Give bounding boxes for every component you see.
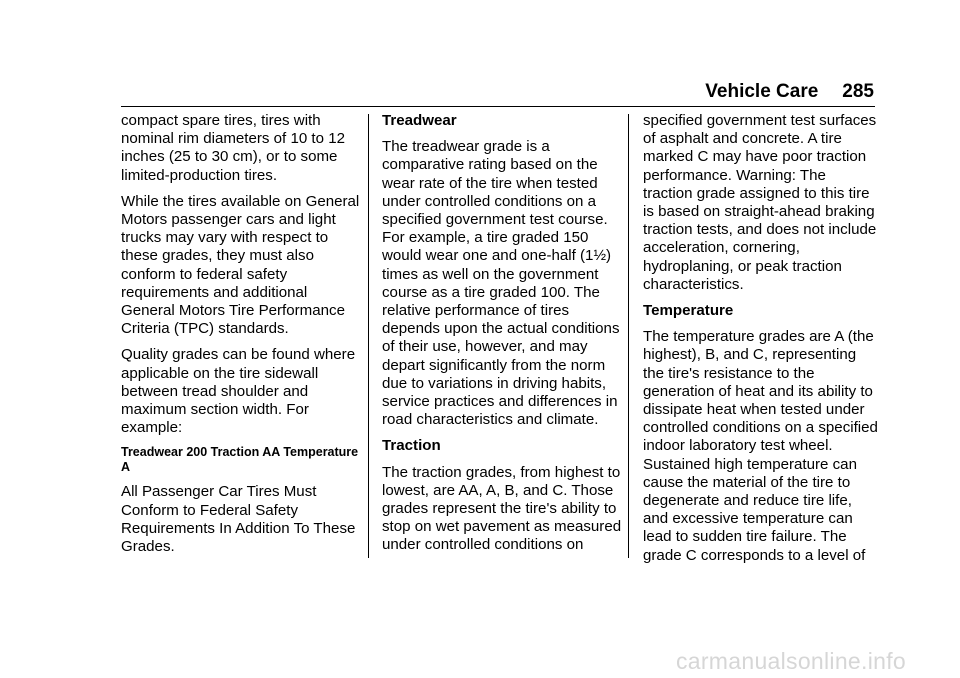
page-header xyxy=(0,80,874,104)
column-divider-2 xyxy=(628,114,629,558)
paragraph-federal-requirements: All Passenger Car Tires Must Conform to Federal Safety Requirements In Addition To These Grades. xyxy=(121,483,356,556)
paragraph-quality-grades: Quality grades can be found where applicable on the tire sidewall between tread shoulder and maximum section width. For example: xyxy=(121,346,356,437)
grade-example: Treadwear 200 Traction AA Temperature A xyxy=(121,445,359,475)
column-3 xyxy=(643,112,879,573)
paragraph-temperature: The temperature grades are A (the highest), B, and C, representing the tire's resistance to the generation of heat and its ability to dissipate heat when tested under controlled conditions on a specified indoor laboratory test wheel. Sustained high temperature can cause the material of the tire to degenerate and reduce tire life, and excessive temperature can lead to sudden tire failure. The grade C corresponds to a level of xyxy=(643,328,878,564)
paragraph-treadwear: The treadwear grade is a comparative rating based on the wear rate of the tire when tested under controlled conditions on a specified government test course. For example, a tire graded 150 would wear one and one-half (1½) times as well on the government course as a tire graded 100. The relative performance of tires depends upon the actual conditions of their use, however, and may depart significantly from the norm due to variations in driving habits, service practices and differences in road characteristics and climate. xyxy=(382,138,620,429)
column-divider-1 xyxy=(368,114,369,558)
paragraph-gm-tires: While the tires available on General Motors passenger cars and light trucks may vary with respect to these grades, they must also conform to federal safety requirements and additional General Motors Tire Performance Criteria (TPC) standards. xyxy=(121,192,360,338)
column-1 xyxy=(121,112,361,564)
paragraph-spare-tires: compact spare tires, tires with nominal rim diameters of 10 to 12 inches (25 to 30 cm), or to some limited-production tires. xyxy=(121,112,345,184)
section-title: Vehicle Care xyxy=(705,81,819,102)
page-number: 285 xyxy=(842,81,874,102)
heading-treadwear: Treadwear xyxy=(382,112,457,129)
watermark: carmanualsonline.info xyxy=(675,648,906,674)
column-2 xyxy=(382,112,622,563)
paragraph-traction-continued: specified government test surfaces of asphalt and concrete. A tire marked C may have poor traction performance. Warning: The traction grade assigned to this tire is based on straight-ahead braking traction tests, and does not include acceleration, cornering, hydroplaning, or peak traction characteristics. xyxy=(643,112,877,293)
heading-temperature: Temperature xyxy=(643,302,734,320)
header-rule xyxy=(121,106,875,107)
heading-traction: Traction xyxy=(382,437,441,455)
paragraph-traction: The traction grades, from highest to lowest, are AA, A, B, and C. Those grades represent the tire's ability to stop on wet pavement as measured under controlled conditions on xyxy=(382,463,622,554)
